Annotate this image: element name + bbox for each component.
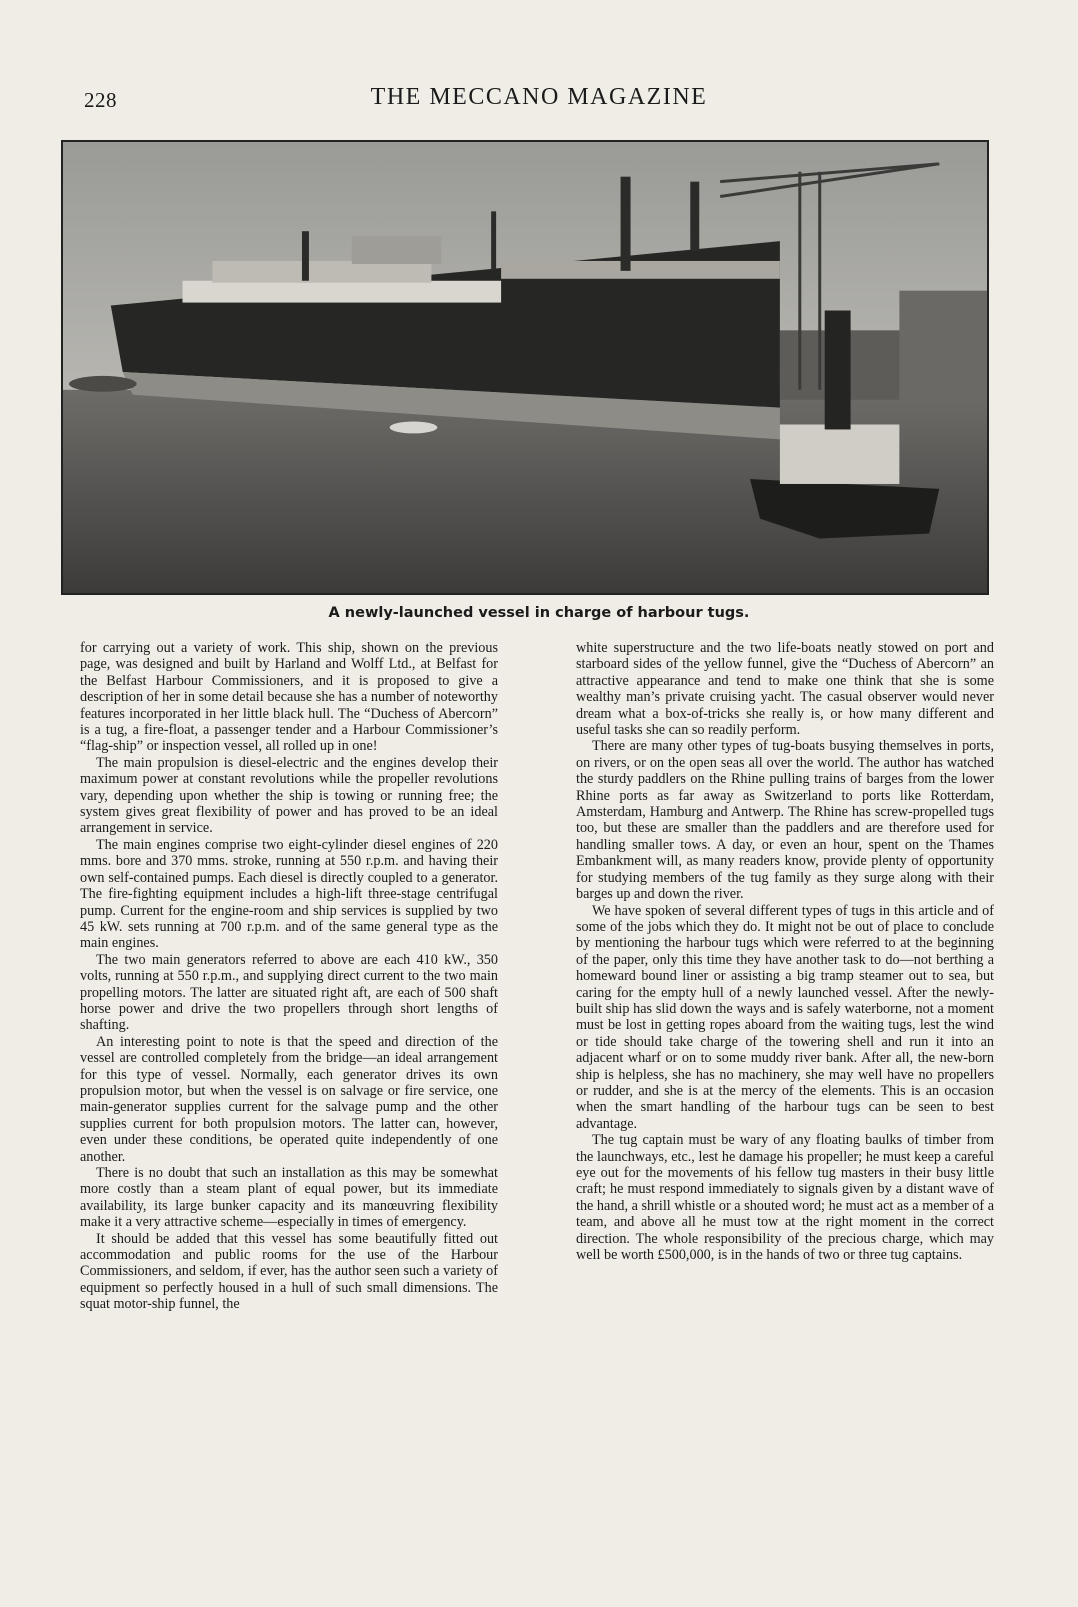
ship-launch-illustration (63, 142, 987, 593)
right-column (576, 640, 994, 1263)
paragraph: The two main generators referred to above are each 410 kW., 350 volts, running at 550 r.p.m., and supplying direct current to the two main propelling motors. The latter are situated right aft, are each of 500 shaft horse power and drive the two propellers through short lengths of shafting. (80, 951, 498, 1034)
left-column (80, 640, 498, 1313)
figure-caption: A newly-launched vessel in charge of harbour tugs. (328, 605, 750, 621)
paragraph: It should be added that this vessel has some beautifully fitted out accommodation and public rooms for the use of the Harbour Commissioners, and seldom, if ever, has the author seen such a variety of equipment so perfectly housed in a hull of such small dimensions. The squat motor-ship funnel, the (80, 1230, 498, 1313)
paragraph: for carrying out a variety of work. This ship, shown on the previous page, was designed and built by Harland and Wolff Ltd., at Belfast for the Belfast Harbour Commissioners, and it is proposed to give a description of her in some detail because she has a number of noteworthy features incorporated in her little black hull. The “Duchess of Abercorn” is a tug, a fire-float, a passenger tender and a Harbour Commissioner’s “flag-ship” or inspection vessel, all rolled up in one! (80, 640, 498, 755)
paragraph: The tug captain must be wary of any floating baulks of timber from the launchways, etc., lest he damage his propeller; he must keep a careful eye out for the movements of his fellow tug masters in their busy little craft; he must respond immediately to signals given by a distant wave of the hand, a shrill whistle or a shouted word; he must act as a member of a team, and above all he must tow at the right moment in the correct direction. The whole responsibility of the precious charge, which may well be worth £500,000, is in the hands of two or three tug captains. (576, 1132, 994, 1264)
paragraph: There is no doubt that such an installation as this may be somewhat more costly than a steam plant of equal power, but its immediate availability, its large bunker capacity and its manœuvring flexibility make it a very attractive scheme—especially in times of emergency. (80, 1165, 498, 1231)
paragraph: There are many other types of tug-boats busying themselves in ports, on rivers, or on the open seas all over the world. The author has watched the sturdy paddlers on the Rhine pulling trains of barges from the lower Rhine ports as far away as Switzerland to ports like Rotterdam, Amsterdam, Hamburg and Antwerp. The Rhine has screw-propelled tugs too, but these are smaller than the paddlers and are therefore used for handling smaller tows. A day, or even an hour, spent on the Thames Embankment will, as many readers know, provide plenty of opportunity for studying members of the tug family as they surge along with their barges up and down the river. (576, 738, 994, 903)
paragraph: The main propulsion is diesel-electric and the engines develop their maximum power at constant revolutions while the propeller revolutions vary, depending upon whether the ship is towing or running free; the system gives great flexibility of power and has proved to be an ideal arrangement in service. (80, 754, 498, 837)
ship-photograph (61, 140, 989, 595)
paragraph: The main engines comprise two eight-cylinder diesel engines of 220 mms. bore and 370 mms. stroke, running at 550 r.p.m. and having their own self-contained pumps. Each diesel is directly coupled to a generator. The fire-fighting equipment includes a high-lift three-stage centrifugal pump. Current for the engine-room and ship services is supplied by two 45 kW. sets running at 700 r.p.m. and of the same general type as the main engines. (80, 836, 498, 952)
paragraph: An interesting point to note is that the speed and direction of the vessel are controlled completely from the bridge—an ideal arrangement for this type of vessel. Normally, each generator drives its own propulsion motor, but when the vessel is on salvage or fire service, one main-generator supplies current for the salvage pump and the other supplies current for both propulsion motors. The latter can, however, even under these conditions, be operated quite independently of one another. (80, 1033, 498, 1165)
page-header-title: THE MECCANO MAGAZINE (370, 84, 708, 110)
paragraph: white superstructure and the two life-boats neatly stowed on port and starboard sides of the yellow funnel, give the “Duchess of Abercorn” an attractive appearance and tend to make one think that she is some wealthy man’s private cruising yacht. The casual observer would never dream what a box-of-tricks she really is, or how many different and useful tasks she can so readily perform. (576, 640, 994, 739)
paragraph: We have spoken of several different types of tugs in this article and of some of the jobs which they do. It might not be out of place to conclude by mentioning the harbour tugs which were referred to at the beginning of the paper, only this time they have another task to do—not berthing a homeward bound liner or assisting a big tramp steamer out to sea, but caring for the empty hull of a newly launched vessel. After the newly-built ship has slid down the ways and is safely waterborne, not a moment must be lost in getting ropes aboard from the waiting tugs, lest the wind or tide should take charge of the towering shell and run it into an adjacent wharf or on to some muddy river bank. After all, the new-born ship is helpless, she has no machinery, she may well have no propellers or rudder, and she is at the mercy of the elements. This is an occasion when the smart handling of the harbour tugs can be seen to best advantage. (576, 902, 994, 1132)
page-number: 228 (84, 88, 117, 112)
